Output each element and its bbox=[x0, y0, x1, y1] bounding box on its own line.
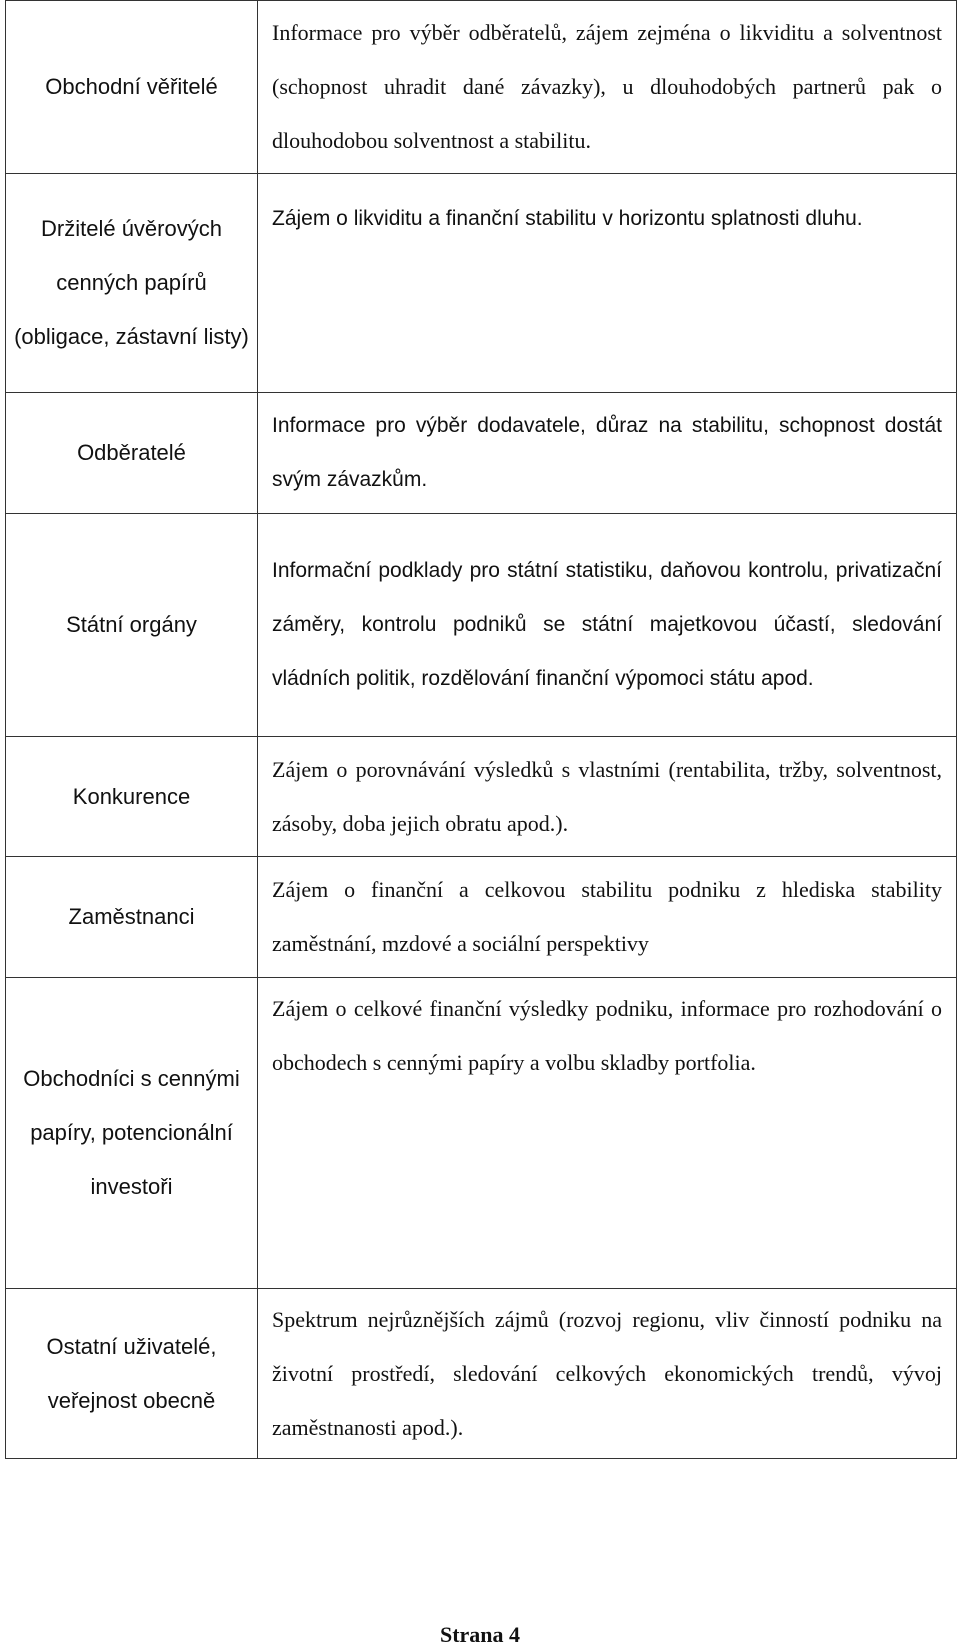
user-group-cell: Konkurence bbox=[6, 737, 258, 857]
interest-cell: Zájem o porovnávání výsledků s vlastními (rentabilita, tržby, solventnost, zásoby, doba jejich obratu apod.). bbox=[258, 737, 957, 857]
table-row bbox=[6, 857, 957, 978]
table-row bbox=[6, 737, 957, 857]
user-group-cell: Držitelé úvěrových cenných papírů (obligace, zástavní listy) bbox=[6, 174, 258, 393]
table-row bbox=[6, 978, 957, 1289]
user-group-cell: Ostatní uživatelé, veřejnost obecně bbox=[6, 1289, 258, 1459]
table-row bbox=[6, 1289, 957, 1459]
user-group-cell: Odběratelé bbox=[6, 393, 258, 514]
interest-cell: Zájem o likviditu a finanční stabilitu v horizontu splatnosti dluhu. bbox=[258, 174, 957, 393]
interest-cell: Informační podklady pro státní statistiku, daňovou kontrolu, privatizační záměry, kontrolu podniků se státní majetkovou účastí, sledování vládních politik, rozdělování finanční výpomoci státu apod. bbox=[258, 514, 957, 737]
page-number: Strana 4 bbox=[439, 1622, 521, 1647]
interest-cell: Informace pro výběr odběratelů, zájem zejména o likviditu a solventnost (schopnost uhradit dané závazky), u dlouhodobých partnerů pak o dlouhodobou solventnost a stabilitu. bbox=[258, 1, 957, 174]
table-row bbox=[6, 174, 957, 393]
table-row bbox=[6, 1, 957, 174]
interest-cell: Zájem o celkové finanční výsledky podniku, informace pro rozhodování o obchodech s cennými papíry a volbu skladby portfolia. bbox=[258, 978, 957, 1289]
user-group-cell: Obchodní věřitelé bbox=[6, 1, 258, 174]
table-row bbox=[6, 393, 957, 514]
user-group-cell: Státní orgány bbox=[6, 514, 258, 737]
interest-cell: Zájem o finanční a celkovou stabilitu podniku z hlediska stability zaměstnání, mzdové a sociální perspektivy bbox=[258, 857, 957, 978]
user-group-cell: Obchodníci s cennými papíry, potencionální investoři bbox=[6, 978, 258, 1289]
interest-cell: Spektrum nejrůznějších zájmů (rozvoj regionu, vliv činností podniku na životní prostředí, sledování celkových ekonomických trendů, vývoj zaměstnanosti apod.). bbox=[258, 1289, 957, 1459]
interest-cell: Informace pro výběr dodavatele, důraz na stabilitu, schopnost dostát svým závazkům. bbox=[258, 393, 957, 514]
table-row bbox=[6, 514, 957, 737]
financial-users-table bbox=[5, 0, 957, 1459]
user-group-cell: Zaměstnanci bbox=[6, 857, 258, 978]
